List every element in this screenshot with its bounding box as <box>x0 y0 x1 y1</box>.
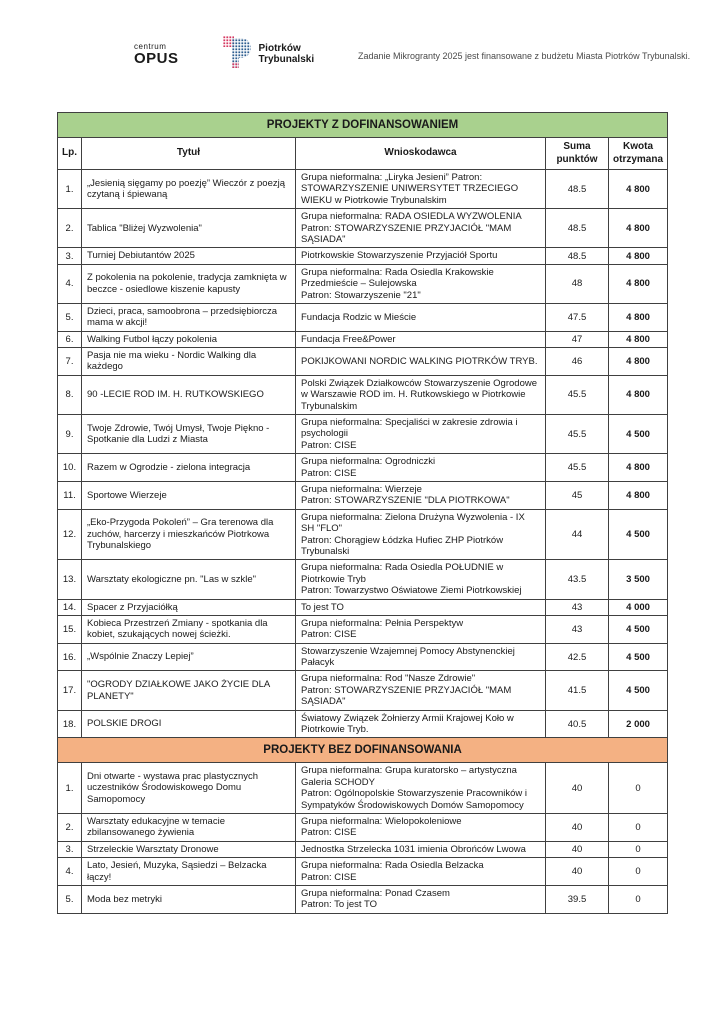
cell-amount: 4 800 <box>609 348 668 376</box>
cell-title: Pasja nie ma wieku - Nordic Walking dla każdego <box>82 348 296 376</box>
cell-applicant: Fundacja Free&Power <box>296 331 546 347</box>
cell-title: Spacer z Przyjaciółką <box>82 599 296 615</box>
cell-lp: 7. <box>58 348 82 376</box>
cell-points: 45.5 <box>546 375 609 414</box>
projects-table-body <box>58 170 668 914</box>
cell-lp: 1. <box>58 763 82 814</box>
cell-title: Razem w Ogrodzie - zielona integracja <box>82 454 296 482</box>
cell-amount: 4 500 <box>609 643 668 671</box>
cell-applicant: Grupa nieformalna: Wierzeje Patron: STOWARZYSZENIE "DLA PIOTRKOWA" <box>296 481 546 509</box>
cell-applicant: Stowarzyszenie Wzajemnej Pomocy Abstynenckiej Pałacyk <box>296 643 546 671</box>
cell-lp: 16. <box>58 643 82 671</box>
table-row <box>58 415 668 454</box>
section-header: PROJEKTY BEZ DOFINANSOWANIA <box>58 738 668 763</box>
cell-lp: 17. <box>58 671 82 710</box>
cell-lp: 3. <box>58 248 82 264</box>
table-row <box>58 248 668 264</box>
funding-note: Zadanie Mikrogranty 2025 jest finansowane z budżetu Miasta Piotrków Trybunalski. <box>357 51 691 61</box>
cell-title: Warsztaty ekologiczne pn. "Las w szkle" <box>82 560 296 599</box>
table-row <box>58 303 668 331</box>
cell-points: 47 <box>546 331 609 347</box>
cell-amount: 4 800 <box>609 170 668 209</box>
cell-points: 46 <box>546 348 609 376</box>
cell-applicant: Grupa nieformalna: Ponad Czasem Patron: To jest TO <box>296 885 546 913</box>
cell-amount: 0 <box>609 813 668 841</box>
cell-points: 40.5 <box>546 710 609 738</box>
opus-wordmark <box>134 43 179 66</box>
cell-lp: 3. <box>58 841 82 857</box>
cell-points: 45.5 <box>546 454 609 482</box>
piotrkow-wordmark <box>259 43 315 65</box>
cell-lp: 2. <box>58 813 82 841</box>
cell-points: 44 <box>546 509 609 560</box>
opus-yellow-shape <box>116 55 129 69</box>
table-row <box>58 170 668 209</box>
cell-applicant: Grupa nieformalna: Rod "Nasze Zdrowie" Patron: STOWARZYSZENIE PRZYJACIÓŁ "MAM SĄSIADA" <box>296 671 546 710</box>
table-row <box>58 375 668 414</box>
cell-applicant: Grupa nieformalna: Specjaliści w zakresie zdrowia i psychologii Patron: CISE <box>296 415 546 454</box>
cell-applicant: Grupa nieformalna: Rada Osiedla Krakowskie Przedmieście – Sulejowska Patron: Stowarzyszenie "21" <box>296 264 546 303</box>
cell-applicant: Grupa nieformalna: Rada Osiedla POŁUDNIE w Piotrkowie Tryb Patron: Towarzystwo Oświatowe Ziemi Piotrkowskiej <box>296 560 546 599</box>
table-row <box>58 763 668 814</box>
cell-amount: 4 800 <box>609 264 668 303</box>
section-header-row <box>58 738 668 763</box>
cell-lp: 14. <box>58 599 82 615</box>
cell-points: 47.5 <box>546 303 609 331</box>
table-row <box>58 841 668 857</box>
table-row <box>58 710 668 738</box>
cell-amount: 4 800 <box>609 454 668 482</box>
table-row <box>58 885 668 913</box>
cell-title: "OGRODY DZIAŁKOWE JAKO ŻYCIE DLA PLANETY" <box>82 671 296 710</box>
cell-points: 45.5 <box>546 415 609 454</box>
cell-lp: 18. <box>58 710 82 738</box>
cell-amount: 4 800 <box>609 303 668 331</box>
cell-applicant: Polski Związek Działkowców Stowarzyszenie Ogrodowe w Warszawie ROD im. H. Rutkowskiego w Piotrkowie Trybunalskim <box>296 375 546 414</box>
table-row <box>58 671 668 710</box>
cell-title: 90 -LECIE ROD IM. H. RUTKOWSKIEGO <box>82 375 296 414</box>
table-row <box>58 599 668 615</box>
cell-points: 40 <box>546 858 609 886</box>
cell-amount: 4 500 <box>609 415 668 454</box>
cell-title: Warsztaty edukacyjne w temacie zbilansowanego żywienia <box>82 813 296 841</box>
col-header-lp: Lp. <box>58 138 82 170</box>
centrum-opus-logo <box>116 40 179 69</box>
cell-applicant: Grupa nieformalna: Wielopokoleniowe Patron: CISE <box>296 813 546 841</box>
cell-lp: 15. <box>58 615 82 643</box>
col-header-title: Tytuł <box>82 138 296 170</box>
cell-applicant: To jest TO <box>296 599 546 615</box>
cell-lp: 5. <box>58 885 82 913</box>
cell-amount: 3 500 <box>609 560 668 599</box>
cell-amount: 0 <box>609 885 668 913</box>
cell-lp: 2. <box>58 209 82 248</box>
cell-amount: 0 <box>609 763 668 814</box>
cell-applicant: Grupa nieformalna: RADA OSIEDLA WYZWOLENIA Patron: STOWARZYSZENIE PRZYJACIÓŁ "MAM SĄSIADA" <box>296 209 546 248</box>
cell-applicant: Światowy Związek Żołnierzy Armii Krajowej Koło w Piotrkowie Tryb. <box>296 710 546 738</box>
table-row <box>58 560 668 599</box>
cell-title: Dni otwarte - wystawa prac plastycznych uczestników Środowiskowego Domu Samopomocy <box>82 763 296 814</box>
page-header <box>0 0 724 78</box>
cell-amount: 4 800 <box>609 209 668 248</box>
cell-lp: 4. <box>58 858 82 886</box>
cell-points: 45 <box>546 481 609 509</box>
cell-title: Sportowe Wierzeje <box>82 481 296 509</box>
opus-wordmark-big: OPUS <box>134 49 179 67</box>
table-row <box>58 264 668 303</box>
cell-amount: 4 800 <box>609 375 668 414</box>
cell-points: 40 <box>546 841 609 857</box>
cell-amount: 4 800 <box>609 481 668 509</box>
cell-applicant: Grupa nieformalna: Grupa kuratorsko – artystyczna Galeria SCHODY Patron: Ogólnopolskie Stowarzyszenie Pracowników i Sympatyków Środowiskowych Domów Samopomocy <box>296 763 546 814</box>
cell-points: 48.5 <box>546 248 609 264</box>
cell-amount: 4 500 <box>609 509 668 560</box>
cell-applicant: Jednostka Strzelecka 1031 imienia Obrońców Lwowa <box>296 841 546 857</box>
cell-applicant: Grupa nieformalna: Pełnia Perspektyw Patron: CISE <box>296 615 546 643</box>
section-header-row-funded <box>58 113 668 138</box>
cell-lp: 10. <box>58 454 82 482</box>
cell-applicant: Grupa nieformalna: Rada Osiedla Belzacka Patron: CISE <box>296 858 546 886</box>
column-header-row <box>58 138 668 170</box>
cell-lp: 13. <box>58 560 82 599</box>
cell-points: 43 <box>546 599 609 615</box>
piotrkow-trybunalski-logo <box>223 36 315 72</box>
cell-title: Lato, Jesień, Muzyka, Sąsiedzi – Belzacka łączy! <box>82 858 296 886</box>
cell-amount: 4 500 <box>609 671 668 710</box>
piotrkow-wordmark-line2: Trybunalski <box>258 54 315 65</box>
cell-title: „Wspólnie Znaczy Lepiej” <box>82 643 296 671</box>
table-row <box>58 615 668 643</box>
cell-title: Moda bez metryki <box>82 885 296 913</box>
cell-applicant: Grupa nieformalna: „Liryka Jesieni” Patron: STOWARZYSZENIE UNIWERSYTET TRZECIEGO WIEKU w Piotrkowie Trybunalskim <box>296 170 546 209</box>
cell-title: Strzeleckie Warsztaty Dronowe <box>82 841 296 857</box>
table-row <box>58 813 668 841</box>
table-row <box>58 209 668 248</box>
cell-title: Turniej Debiutantów 2025 <box>82 248 296 264</box>
cell-title: „Jesienią sięgamy po poezję” Wieczór z poezją czytaną i śpiewaną <box>82 170 296 209</box>
cell-applicant: Grupa nieformalna: Ogrodniczki Patron: CISE <box>296 454 546 482</box>
cell-points: 40 <box>546 813 609 841</box>
cell-lp: 11. <box>58 481 82 509</box>
cell-points: 40 <box>546 763 609 814</box>
cell-title: Z pokolenia na pokolenie, tradycja zamknięta w beczce - osiedlowe kiszenie kapusty <box>82 264 296 303</box>
table-row <box>58 348 668 376</box>
cell-lp: 8. <box>58 375 82 414</box>
cell-amount: 0 <box>609 841 668 857</box>
projects-table <box>57 112 667 914</box>
centrum-opus-icon <box>116 40 129 69</box>
cell-points: 48 <box>546 264 609 303</box>
cell-applicant: Grupa nieformalna: Zielona Drużyna Wyzwolenia - IX SH "FLO" Patron: Chorągiew Łódzka Hufiec ZHP Piotrków Trybunalski <box>296 509 546 560</box>
section-header-funded: PROJEKTY Z DOFINANSOWANIEM <box>58 113 668 138</box>
cell-lp: 6. <box>58 331 82 347</box>
cell-title: „Eko-Przygoda Pokoleń” – Gra terenowa dla zuchów, harcerzy i mieszkańców Piotrkowa Trybunalskiego <box>82 509 296 560</box>
table-row <box>58 454 668 482</box>
cell-title: POLSKIE DROGI <box>82 710 296 738</box>
col-header-points: Suma punktów <box>546 138 609 170</box>
cell-amount: 4 500 <box>609 615 668 643</box>
cell-points: 43.5 <box>546 560 609 599</box>
cell-applicant: Fundacja Rodzic w Mieście <box>296 303 546 331</box>
cell-amount: 4 000 <box>609 599 668 615</box>
cell-points: 39.5 <box>546 885 609 913</box>
cell-amount: 4 800 <box>609 331 668 347</box>
table-row <box>58 643 668 671</box>
col-header-amount: Kwota otrzymana <box>609 138 668 170</box>
cell-points: 48.5 <box>546 170 609 209</box>
cell-points: 42.5 <box>546 643 609 671</box>
cell-title: Walking Futbol łączy pokolenia <box>82 331 296 347</box>
table-row <box>58 331 668 347</box>
cell-title: Kobieca Przestrzeń Zmiany - spotkania dla kobiet, szukających nowej ścieżki. <box>82 615 296 643</box>
col-header-applicant: Wnioskodawca <box>296 138 546 170</box>
piotrkow-wordmark-line1: Piotrków <box>258 43 301 54</box>
cell-points: 48.5 <box>546 209 609 248</box>
cell-lp: 1. <box>58 170 82 209</box>
opus-wordmark-small: centrum <box>134 41 167 51</box>
table-row <box>58 858 668 886</box>
cell-title: Tablica "Bliżej Wyzwolenia" <box>82 209 296 248</box>
opus-orange-shape <box>116 40 129 54</box>
table-row <box>58 509 668 560</box>
cell-applicant: POKIJKOWANI NORDIC WALKING PIOTRKÓW TRYB. <box>296 348 546 376</box>
table-row <box>58 481 668 509</box>
cell-lp: 5. <box>58 303 82 331</box>
cell-title: Twoje Zdrowie, Twój Umysł, Twoje Piękno - Spotkanie dla Ludzi z Miasta <box>82 415 296 454</box>
cell-amount: 4 800 <box>609 248 668 264</box>
cell-lp: 12. <box>58 509 82 560</box>
cell-amount: 2 000 <box>609 710 668 738</box>
cell-lp: 9. <box>58 415 82 454</box>
cell-title: Dzieci, praca, samoobrona – przedsiębiorcza mama w akcji! <box>82 303 296 331</box>
cell-lp: 4. <box>58 264 82 303</box>
cell-points: 43 <box>546 615 609 643</box>
piotrkow-p-icon <box>223 36 253 72</box>
cell-points: 41.5 <box>546 671 609 710</box>
cell-applicant: Piotrkowskie Stowarzyszenie Przyjaciół Sportu <box>296 248 546 264</box>
cell-amount: 0 <box>609 858 668 886</box>
